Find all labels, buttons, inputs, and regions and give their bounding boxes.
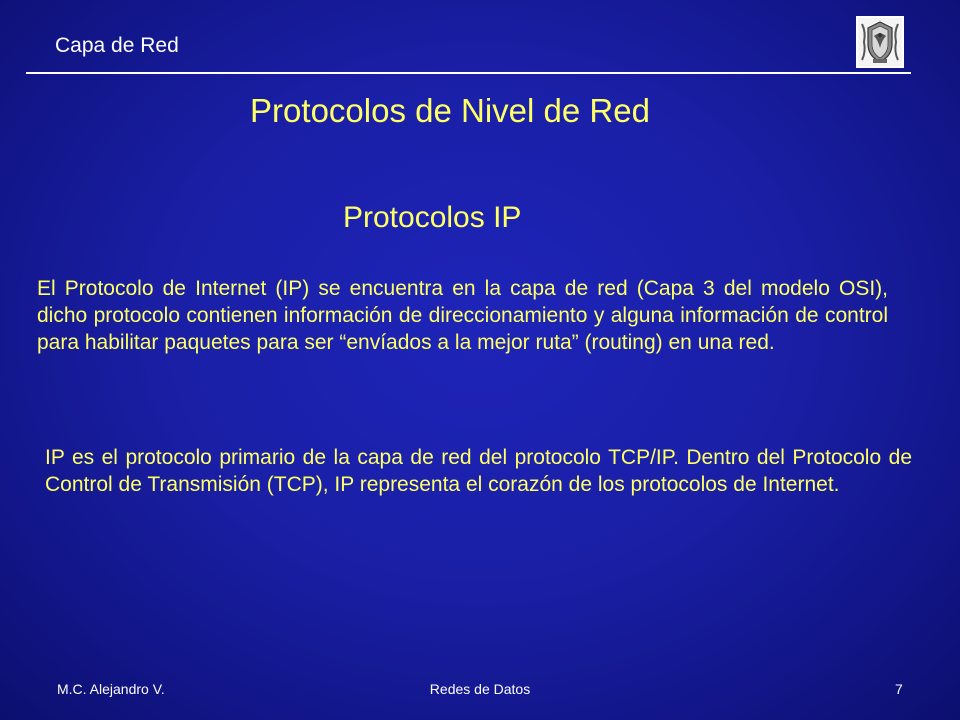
slide-subtitle: Protocolos IP: [343, 201, 522, 234]
paragraph-ip-definition: El Protocolo de Internet (IP) se encuentra en la capa de red (Capa 3 del modelo OSI), dicho protocolo contienen información de direccionamiento y alguna información de control para habilitar paquetes para ser “envíados a la mejor ruta” (routing) en una red.: [37, 277, 888, 354]
paragraph-ip-primary: IP es el protocolo primario de la capa de red del protocolo TCP/IP. Dentro del Protocolo de Control de Transmisión (TCP), IP representa el corazón de los protocolos de Internet.: [45, 446, 912, 496]
slide-title: Protocolos de Nivel de Red: [250, 92, 650, 129]
section-label: Capa de Red: [55, 34, 179, 57]
footer-page-number: 7: [895, 681, 903, 697]
university-seal-icon: [856, 16, 904, 68]
header-divider: [26, 72, 911, 74]
footer-author: M.C. Alejandro V.: [57, 681, 165, 697]
footer-course: Redes de Datos: [429, 681, 531, 697]
